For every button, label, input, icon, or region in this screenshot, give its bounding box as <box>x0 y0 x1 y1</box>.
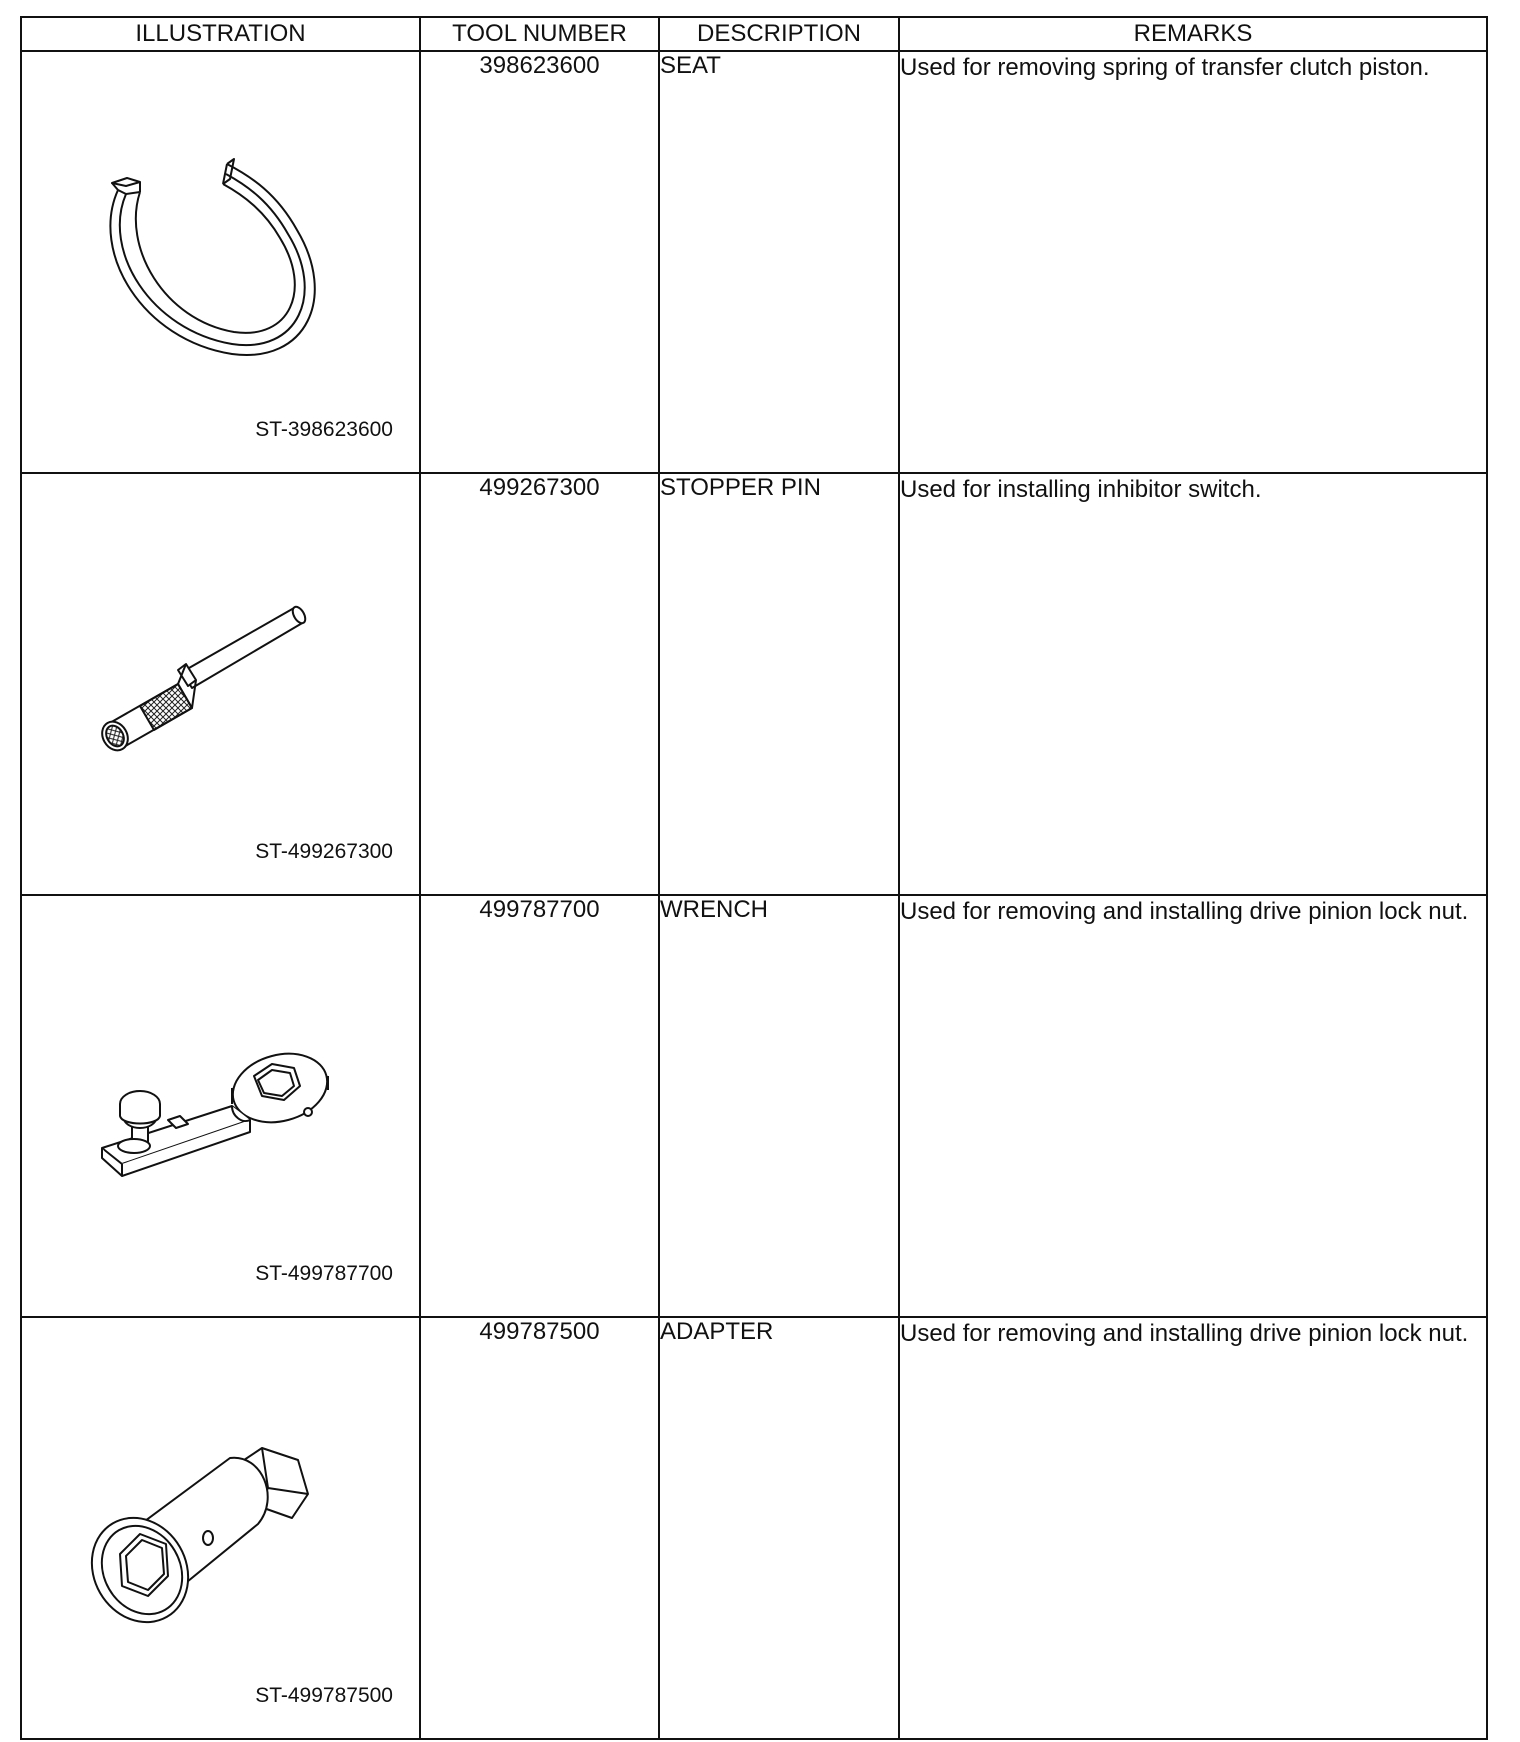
description-cell <box>659 1317 899 1739</box>
table-header-row <box>21 17 1487 51</box>
tool-number-cell <box>420 895 659 1317</box>
illustration-code: ST-398623600 <box>255 418 393 441</box>
table-row <box>21 51 1487 473</box>
illustration-code: ST-499787500 <box>255 1684 393 1707</box>
header-remarks: REMARKS <box>899 17 1487 51</box>
header-tool-number: TOOL NUMBER <box>420 17 659 51</box>
wrench-icon <box>82 926 382 1226</box>
tool-number: 499787700 <box>479 896 600 923</box>
illustration-cell <box>21 895 420 1317</box>
remarks: Used for removing and installing drive pinion lock nut. <box>900 1320 1469 1347</box>
tool-number: 499787500 <box>479 1318 600 1345</box>
remarks-cell <box>899 1317 1487 1739</box>
special-tools-table <box>20 16 1488 1740</box>
description-cell <box>659 895 899 1317</box>
description: ADAPTER <box>660 1318 774 1345</box>
illustration-cell <box>21 51 420 473</box>
adapter-socket-icon <box>82 1348 382 1648</box>
remarks: Used for installing inhibitor switch. <box>900 476 1262 503</box>
header-description: DESCRIPTION <box>659 17 899 51</box>
description-cell <box>659 473 899 895</box>
seat-ring-icon <box>82 82 382 382</box>
illustration-code: ST-499267300 <box>255 840 393 863</box>
remarks-cell <box>899 473 1487 895</box>
illustration-cell <box>21 1317 420 1739</box>
header-illustration: ILLUSTRATION <box>21 17 420 51</box>
illustration-code: ST-499787700 <box>255 1262 393 1285</box>
description: WRENCH <box>660 896 768 923</box>
remarks: Used for removing and installing drive pinion lock nut. <box>900 898 1469 925</box>
description: SEAT <box>660 52 721 79</box>
description: STOPPER PIN <box>660 474 821 501</box>
tool-number-cell <box>420 1317 659 1739</box>
tool-number: 398623600 <box>479 52 600 79</box>
remarks-cell <box>899 51 1487 473</box>
tool-number-cell <box>420 473 659 895</box>
table-row <box>21 895 1487 1317</box>
table-row <box>21 1317 1487 1739</box>
remarks-cell <box>899 895 1487 1317</box>
remarks: Used for removing spring of transfer clutch piston. <box>900 54 1430 81</box>
illustration-cell <box>21 473 420 895</box>
stopper-pin-icon <box>82 504 382 804</box>
description-cell <box>659 51 899 473</box>
tool-number: 499267300 <box>479 474 600 501</box>
table-row <box>21 473 1487 895</box>
tool-number-cell <box>420 51 659 473</box>
